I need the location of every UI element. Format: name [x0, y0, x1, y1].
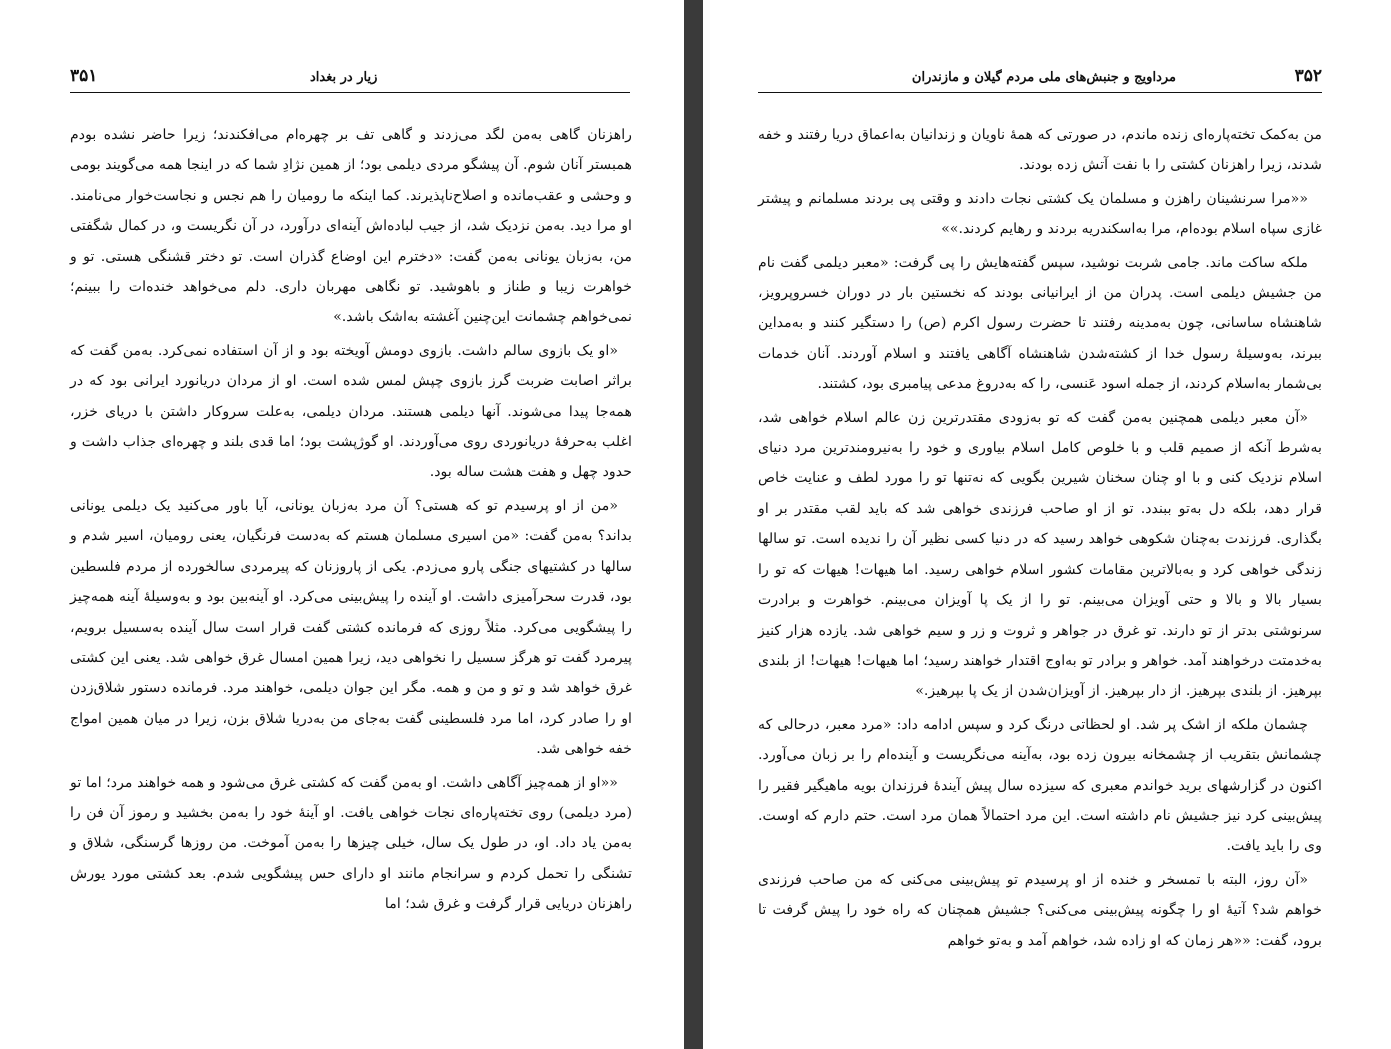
paragraph: «من از او پرسیدم تو که هستی؟ آن مرد به‌زبان یونانی، آیا باور می‌کنید یک دیلمی یونانی بداند؟ به‌من گفت: «من اسیری مسلمان هستم که به‌دست فرنگیان، یعنی رومیان، اسیر شدم و سالها در کشتیهای جنگی پارو می‌زدم. یکی از پاروزنان که پیرمردی سالخورده از مردم فلسطین بود، قدرت سحرآمیزی داشت. او آینده را پیش‌بینی می‌کرد. او آینه‌بین بود و به‌وسیلهٔ آینه همه‌چیز را پیشگویی می‌کرد. مثلاً روزی که فرمانده کشتی گفت قرار است سال آینده به‌سسیل برویم، پیرمرد گفت تو هرگز سسیل را نخواهی دید، زیرا همین امسال غرق خواهی شد. یعنی این کشتی غرق خواهد شد و تو و من و همه. مگر این جوان دیلمی، خواهند مرد. فرمانده دستور شلاق‌زدن او را صادر کرد، اما مرد فلسطینی گفت به‌جای من به‌دریا شلاق بزن، زیرا در میان همین امواج خفه خواهی شد.: [70, 497, 632, 758]
paragraph: «آن روز، البته با تمسخر و خنده از او پرسیدم تو پیش‌بینی می‌کنی که من صاحب فرزندی خواهم شد؟ آتیهٔ او را چگونه پیش‌بینی می‌کنی؟ جشیش همچنان که راه خود را پیش گرفت تا برود، گفت: ««هر زمان که او زاده شد، خواهم آمد و به‌تو خواهم: [758, 871, 1322, 949]
left-page-header: [70, 64, 630, 93]
book-gutter: [684, 0, 703, 1049]
paragraph: ملکه ساکت ماند. جامی شربت نوشید، سپس گفته‌هایش را پی گرفت: «معبر دیلمی گفت نام من جشیش دیلمی است. پدران من از ایرانیانی بودند که نخستین بار در دوران خسروپرویز، شاهنشاه ساسانی، چون به‌مدینه رفتند تا حضرت رسول اکرم (ص) را دستگیر کنند و به‌مداین ببرند، به‌وسیلهٔ رسول خدا از کشته‌شدن شاهنشاه آگاهی یافتند و اسلام آوردند. آنان خدمات بی‌شمار به‌اسلام کردند، از جمله اسود عَنسی، را که به‌دروغ مدعی پیامبری بود، کشتند.: [758, 254, 1322, 393]
paragraph: «او یک بازوی سالم داشت. بازوی دومش آویخته بود و از آن استفاده نمی‌کرد. به‌من گفت که براثر اصابت ضربت گرز بازوی چپش لمس شده است. او از مردان دریانورد ایرانی بود که در همه‌جا پیدا می‌شوند. آنها دیلمی هستند. مردان دیلمی، به‌علت سروکار داشتن با دریای خزر، اغلب به‌حرفهٔ دریانوردی روی می‌آوردند. او گوژپشت بود؛ اما قدی بلند و چهره‌ای جذاب داشت و حدود چهل و هفت هشت ساله بود.: [70, 342, 632, 481]
paragraph: «آن معبر دیلمی همچنین به‌من گفت که تو به‌زودی مقتدرترین زن عالم اسلام خواهی شد، به‌شرط آنکه از صمیم قلب و با خلوص کامل اسلام بیاوری و خود را به‌نیرومندترین مرد دنیای اسلام نزدیک کنی و با او چنان سخنان شیرین بگویی که نه‌تنها تو را مورد لطف و عنایت خاص قرار دهد، بلکه دل به‌تو ببندد. تو از او صاحب فرزندی خواهی شد که باید لقب مقتدر بر او بگذاری. فرزندت به‌چنان شکوهی خواهد رسید که در دنیا کسی نظیر آن را ندیده است. تو سالها زندگی خواهی کرد و به‌بالاترین مقامات کشور اسلام خواهی رسید. اما هیهات! هیهات که تو را بسیار بالا و بالا و حتی آویزان می‌بینم. تو را از یک پا آویزان می‌بینم. خواهرت و برادرت سرنوشتی بدتر از تو دارند. تو غرق در جواهر و ثروت و زر و سیم خواهی شد. یازده هزار کنیز به‌خدمتت درخواهند آمد. خواهر و برادر تو به‌اوج اقتدار خواهند رسید؛ اما هیهات! هیهات! از بلندی بپرهیز. از بلندی بپرهیز. از دار بپرهیز. از آویزان‌شدن از یک پا بپرهیز.»: [758, 409, 1322, 700]
paragraph: من به‌کمک تخته‌پاره‌ای زنده ماندم، در صورتی که همهٔ ناویان و زندانیان به‌اعماق دریا رفتند و خفه شدند، زیرا راهزنان کشتی را با نفت آتش زده بودند.: [758, 127, 1322, 174]
left-page-body: [70, 120, 632, 920]
right-page: [703, 0, 1391, 1049]
page-number: ۳۵۱: [70, 66, 98, 86]
right-page-body: [758, 120, 1322, 956]
running-title: زیار در بغداد: [310, 70, 378, 85]
right-page-header: [758, 64, 1322, 93]
paragraph: ««او از همه‌چیز آگاهی داشت. او به‌من گفت که کشتی غرق می‌شود و همه خواهند مرد؛ اما تو (مرد دیلمی) روی تخته‌پاره‌ای نجات خواهی یافت. او آینهٔ خود را به‌من بخشید و رموز آن فن را به‌من یاد داد. او، در طول یک سال، خیلی چیزها را به‌من آموخت. من روزها گرسنگی، شلاق و تشنگی را تحمل کردم و سرانجام مانند او دارای حس پیشگویی شدم. بعد کشتی مورد یورش راهزنان دریایی قرار گرفت و غرق شد؛ اما: [70, 774, 632, 913]
left-page: [0, 0, 684, 1049]
paragraph: ««مرا سرنشینان راهزن و مسلمان یک کشتی نجات دادند و وقتی پی بردند مسلمانم و پیشتر غازی سپاه اسلام بوده‌ام، مرا به‌اسکندریه بردند و رهایم کردند.»»: [758, 190, 1322, 238]
page-number: ۳۵۲: [1294, 66, 1322, 86]
paragraph: راهزنان گاهی به‌من لگد می‌زدند و گاهی تف بر چهره‌ام می‌افکندند؛ زیرا حاضر نشده بودم همبستر آنان شوم. آن پیشگو مردی دیلمی بود؛ از همین نژادِ شما که در اینجا همه می‌گویند بومی و وحشی و عقب‌مانده و اصلاح‌ناپذیرند. کما اینکه ما رومیان را هم نجس و نجاست‌خوار می‌نامند. او مرا دید. به‌من نزدیک شد، از جیب لباده‌اش آینه‌ای درآورد، در آن نگریست و، در کمال شگفتی من، به‌زبان یونانی به‌من گفت: «دخترم این اوضاع گذران است. تو دختر قشنگی هستی. تو و خواهرت زیبا و طناز و باهوشید. تو نگاهی مهربان داری. دلم می‌خواهد خنده‌ات را ببینم؛ نمی‌خواهم چشمانت این‌چنین آغشته به‌اشک باشد.»: [70, 127, 632, 326]
paragraph: چشمان ملکه از اشک پر شد. او لحظاتی درنگ کرد و سپس ادامه داد: «مرد معبر، درحالی که چشمانش بتقریب از چشمخانه بیرون زده بود، به‌آینه می‌نگریست و آینده‌ام را بر زبان می‌آورد. اکنون در گزارشهای برید خواندم معبری که سیزده سال پیش آیندهٔ فرزندان بویه ماهیگیر فقیر را پیش‌بینی کرد نیز جشیش نام داشته است. این مرد احتمالاً همان مرد است. حتم دارم که اوست. وی را باید یافت.: [758, 716, 1322, 855]
running-title: مرداویج و جنبش‌های ملی مردم گیلان و مازندران: [911, 70, 1176, 85]
